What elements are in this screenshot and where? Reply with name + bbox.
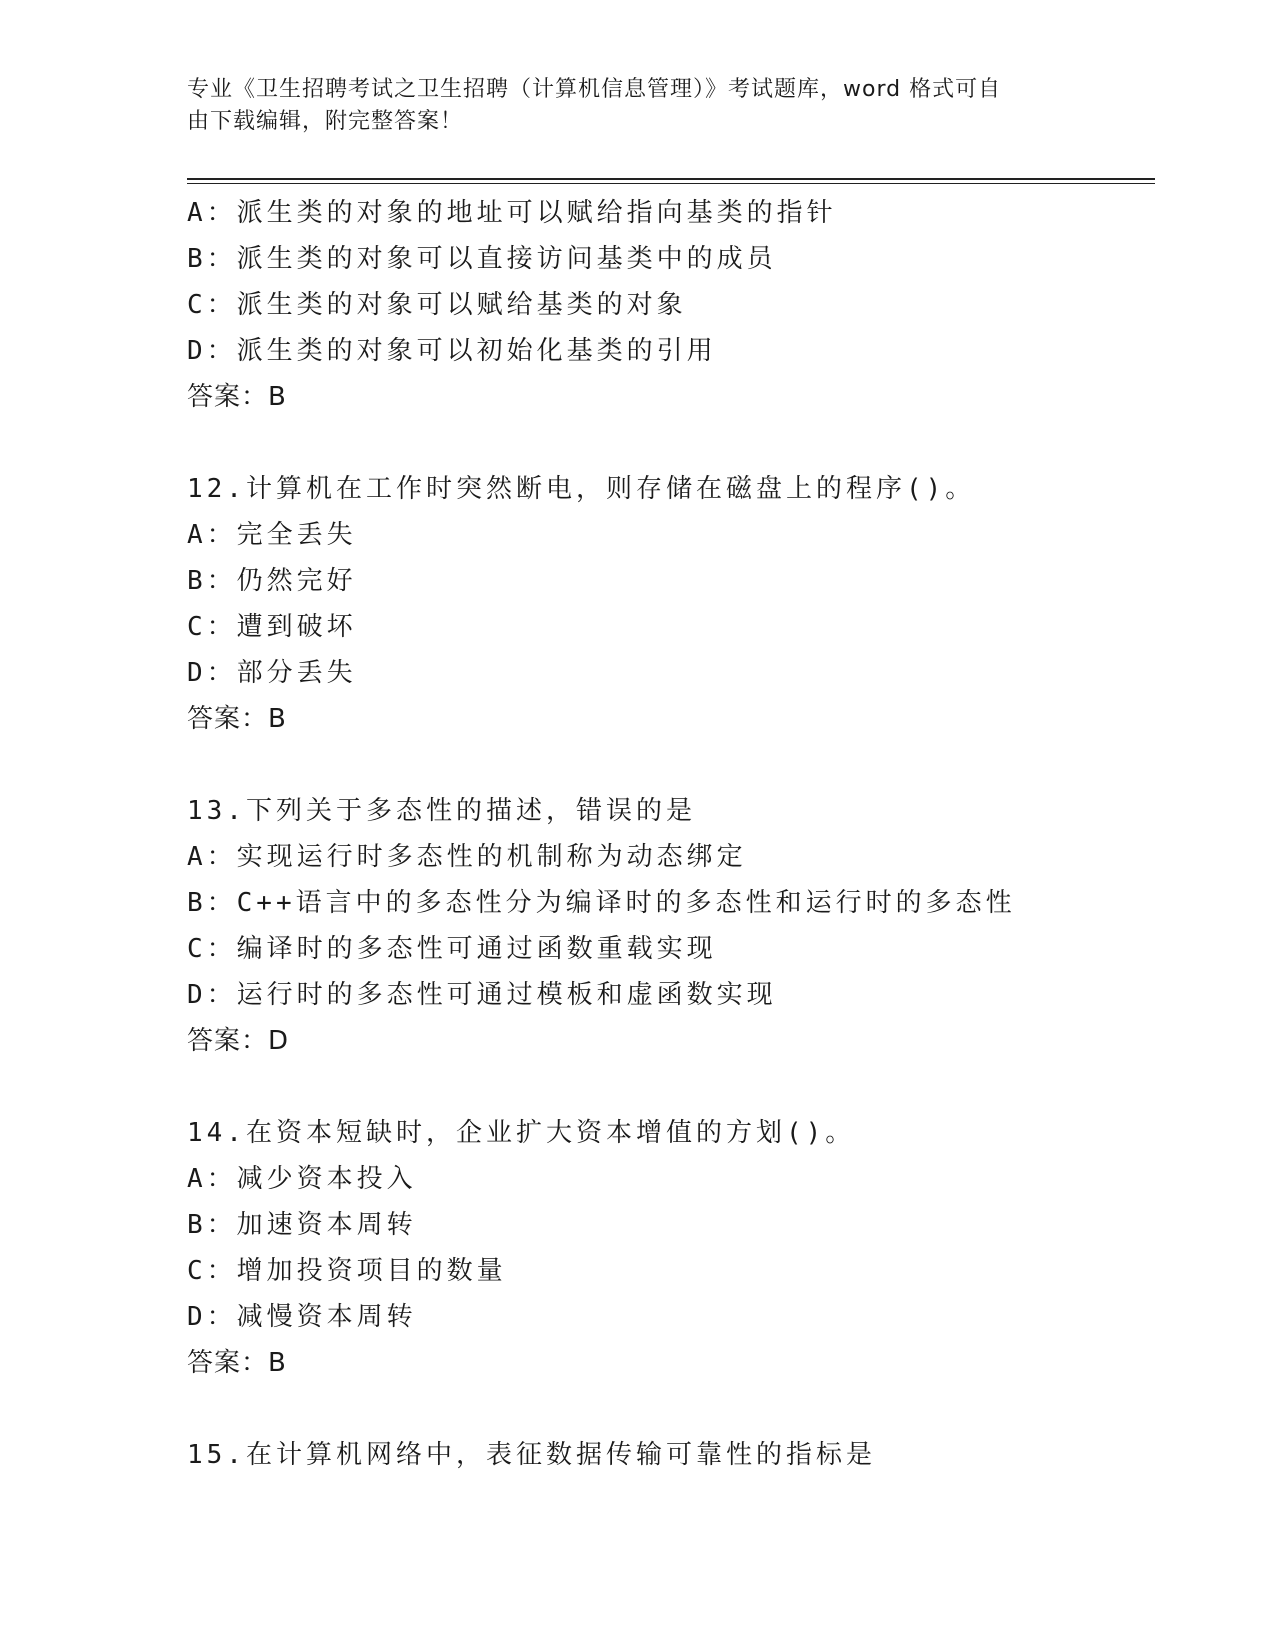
question-stem: 15.在计算机网络中，表征数据传输可靠性的指标是 [187, 1440, 876, 1470]
header-divider-thick [187, 178, 1155, 180]
header-line-1: 专业《卫生招聘考试之卫生招聘（计算机信息管理）》考试题库，word 格式可自 [187, 77, 1002, 102]
answer-line: 答案：B [187, 382, 287, 412]
header-line-2: 由下载编辑，附完整答案！ [187, 109, 464, 134]
header-divider-thin [187, 183, 1155, 184]
question-stem: 12.计算机在工作时突然断电，则存储在磁盘上的程序()。 [187, 474, 976, 504]
question-13 [187, 788, 1155, 1064]
option-d: D：派生类的对象可以初始化基类的引用 [187, 336, 717, 366]
option-c: C：遭到破坏 [187, 612, 357, 642]
spacer [187, 1386, 1155, 1432]
option-b: B：加速资本周转 [187, 1210, 417, 1240]
question-15 [187, 1432, 1155, 1478]
option-c: C：派生类的对象可以赋给基类的对象 [187, 290, 687, 320]
answer-line: 答案：D [187, 1026, 290, 1056]
option-a: A：实现运行时多态性的机制称为动态绑定 [187, 842, 747, 872]
question-12 [187, 466, 1155, 742]
option-d: D：运行时的多态性可通过模板和虚函数实现 [187, 980, 777, 1010]
option-a: A：完全丢失 [187, 520, 357, 550]
option-a: A：派生类的对象的地址可以赋给指向基类的指针 [187, 198, 837, 228]
option-c: C：增加投资项目的数量 [187, 1256, 507, 1286]
question-11-continued [187, 190, 1155, 420]
option-d: D：减慢资本周转 [187, 1302, 417, 1332]
spacer [187, 1064, 1155, 1110]
option-d: D：部分丢失 [187, 658, 357, 688]
answer-line: 答案：B [187, 704, 287, 734]
option-a: A：减少资本投入 [187, 1164, 417, 1194]
question-list [187, 190, 1155, 1478]
document-header [187, 74, 1067, 138]
spacer [187, 420, 1155, 466]
option-c: C：编译时的多态性可通过函数重载实现 [187, 934, 717, 964]
option-b: B：派生类的对象可以直接访问基类中的成员 [187, 244, 777, 274]
question-14 [187, 1110, 1155, 1386]
answer-line: 答案：B [187, 1348, 287, 1378]
option-b: B：C++语言中的多态性分为编译时的多态性和运行时的多态性 [187, 888, 1016, 918]
question-stem: 13.下列关于多态性的描述，错误的是 [187, 796, 696, 826]
question-stem: 14.在资本短缺时，企业扩大资本增值的方划()。 [187, 1118, 856, 1148]
spacer [187, 742, 1155, 788]
option-b: B：仍然完好 [187, 566, 357, 596]
